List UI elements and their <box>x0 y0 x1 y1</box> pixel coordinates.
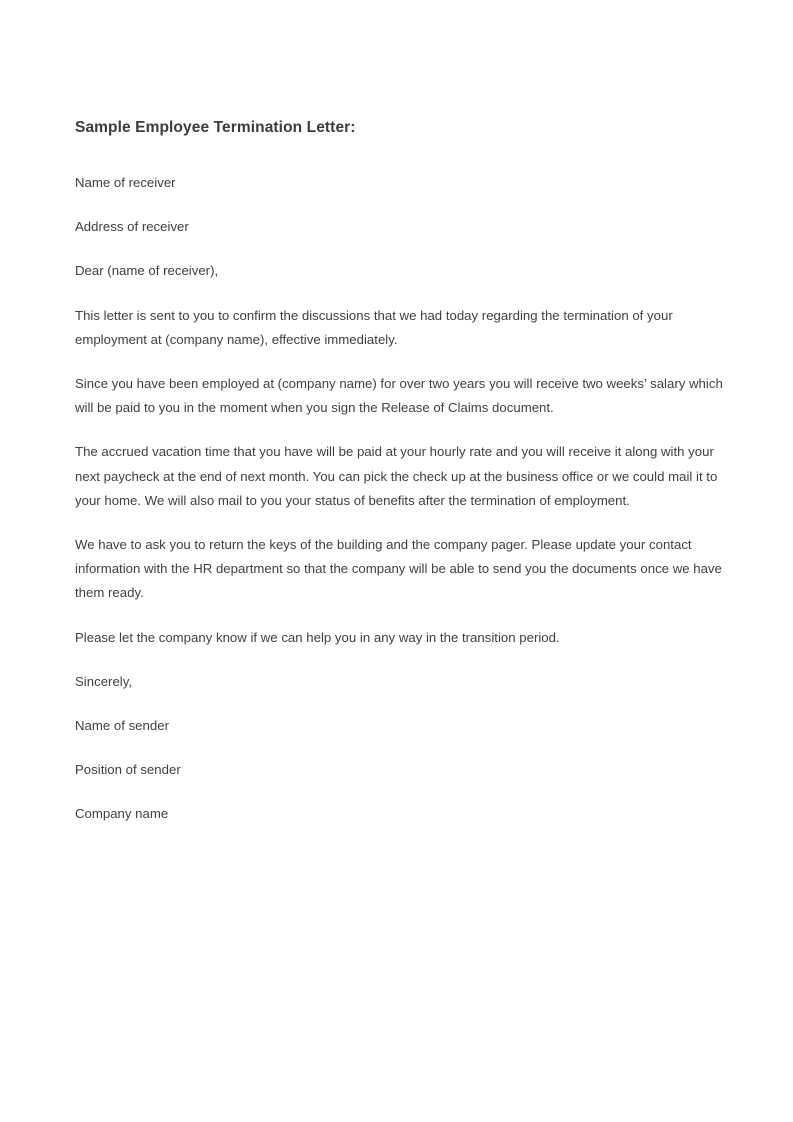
closing: Sincerely, <box>75 673 133 689</box>
salutation: Dear (name of receiver), <box>75 263 219 279</box>
page-title: Sample Employee Termination Letter: <box>75 119 356 136</box>
body-paragraph-1: This letter is sent to you to confirm the discussions that we had today regarding the termination of your employment at (company name), effective immediately. <box>75 307 673 347</box>
recipient-address: Address of receiver <box>75 219 189 235</box>
body-paragraph-5: Please let the company know if we can help you in any way in the transition period. <box>75 629 560 645</box>
body-paragraph-2: Since you have been employed at (company name) for over two years you will receive two weeks’ salary which will be paid to you in the moment when you sign the Release of Claims document. <box>75 376 723 416</box>
sender-position: Position of sender <box>75 762 181 778</box>
body-paragraph-3: The accrued vacation time that you have will be paid at your hourly rate and you will receive it along with your next paycheck at the end of next month. You can pick the check up at the business office or we could mail it to your home. We will also mail to you your status of benefits after the termination of employment. <box>75 444 718 508</box>
letter-body <box>75 171 723 827</box>
recipient-name: Name of receiver <box>75 175 176 190</box>
sender-name: Name of sender <box>75 718 169 734</box>
sender-company: Company name <box>75 806 169 822</box>
body-paragraph-4: We have to ask you to return the keys of the building and the company pager. Please update your contact information with the HR department so that the company will be able to send you the documents once we have them ready. <box>75 537 722 601</box>
